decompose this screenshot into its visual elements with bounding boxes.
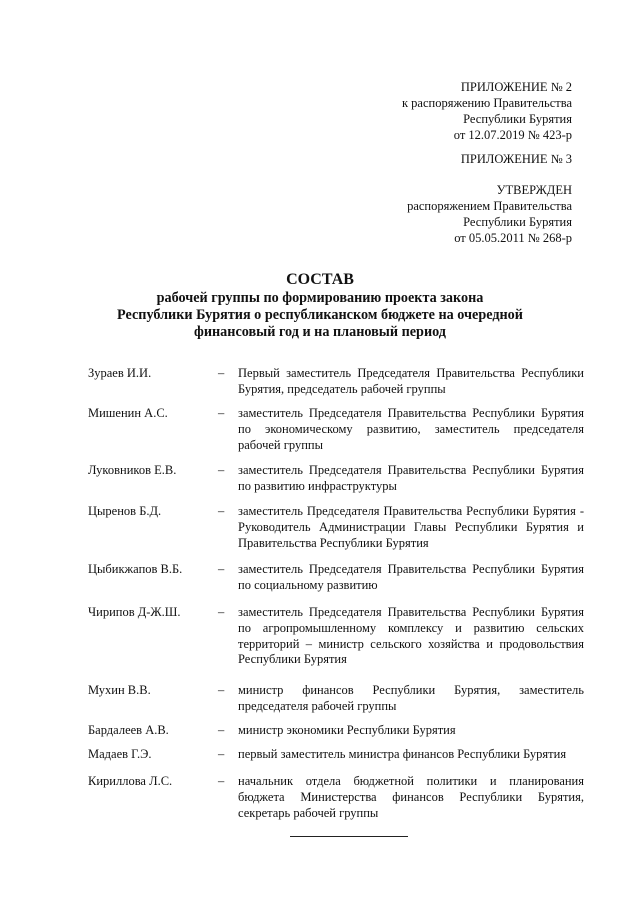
approved-title: УТВЕРЖДЕН	[496, 183, 572, 197]
appendix-3-block	[461, 151, 572, 167]
title-line-3: финансовый год и на плановый период	[194, 324, 446, 340]
member-name: Мухин В.В.	[88, 683, 151, 697]
document-title	[100, 270, 540, 341]
appendix-2-line-2: Республики Бурятия	[463, 112, 572, 126]
member-dash: –	[218, 406, 225, 420]
appendix-2-line-3: от 12.07.2019 № 423-р	[453, 128, 572, 142]
member-role: первый заместитель министра финансов Республики Бурятия	[238, 747, 567, 761]
approved-line-2: Республики Бурятия	[463, 215, 572, 229]
member-role: заместитель Председателя Правительства Республики Бурятия по социальному развитию	[238, 562, 584, 592]
member-dash: –	[218, 774, 225, 788]
approved-line-3: от 05.05.2011 № 268-р	[454, 231, 572, 245]
member-role: заместитель Председателя Правительства Республики Бурятия по экономическому развитию, заместитель председателя рабочей группы	[238, 406, 584, 452]
appendix-3-title: ПРИЛОЖЕНИЕ № 3	[460, 152, 572, 166]
member-row	[88, 406, 584, 453]
member-dash: –	[218, 562, 225, 576]
approved-block	[407, 182, 572, 246]
member-row	[88, 562, 584, 594]
member-name: Мишенин А.С.	[88, 406, 168, 420]
member-role: министр экономики Республики Бурятия	[238, 723, 456, 737]
member-name: Зураев И.И.	[88, 366, 152, 380]
member-role: министр финансов Республики Бурятия, заместитель председателя рабочей группы	[238, 683, 584, 713]
member-dash: –	[218, 683, 225, 697]
member-row	[88, 747, 584, 763]
member-row	[88, 366, 584, 398]
member-dash: –	[218, 463, 225, 477]
member-name: Чирипов Д-Ж.Ш.	[88, 605, 181, 619]
member-dash: –	[218, 605, 225, 619]
member-name: Луковников Е.В.	[88, 463, 177, 477]
approved-line-1: распоряжением Правительства	[407, 199, 572, 213]
member-row	[88, 605, 584, 668]
member-name: Бардалеев А.В.	[88, 723, 169, 737]
member-name: Мадаев Г.Э.	[88, 747, 152, 761]
appendix-2-title: ПРИЛОЖЕНИЕ № 2	[460, 80, 572, 94]
member-row	[88, 504, 584, 551]
member-role: начальник отдела бюджетной политики и планирования бюджета Министерства финансов Республики Бурятия, секретарь рабочей группы	[238, 774, 584, 820]
closing-rule	[290, 836, 408, 837]
member-name: Цыбикжапов В.Б.	[88, 562, 183, 576]
member-role: заместитель Председателя Правительства Республики Бурятия по агропромышленному комплексу и развитию сельских территорий – министр сельского хозяйства и продовольствия Республики Бурятия	[238, 605, 584, 667]
title-line-1: рабочей группы по формированию проекта закона	[156, 290, 484, 306]
member-role: заместитель Председателя Правительства Республики Бурятия по развитию инфраструктуры	[238, 463, 584, 493]
member-row	[88, 723, 584, 739]
member-row	[88, 774, 584, 821]
member-dash: –	[218, 723, 225, 737]
member-dash: –	[218, 747, 225, 761]
member-name: Цыренов Б.Д.	[88, 504, 162, 518]
member-name: Кириллова Л.С.	[88, 774, 173, 788]
member-row	[88, 463, 584, 495]
member-row	[88, 683, 584, 715]
member-dash: –	[218, 366, 225, 380]
member-dash: –	[218, 504, 225, 518]
appendix-2-block	[402, 79, 572, 143]
appendix-2-line-1: к распоряжению Правительства	[401, 96, 572, 110]
title-line-2: Республики Бурятия о республиканском бюджете на очередной	[117, 307, 523, 323]
member-role: заместитель Председателя Правительства Республики Бурятия - Руководитель Администрации Главы Республики Бурятия и Правительства Республики Бурятия	[238, 504, 584, 550]
title-main: СОСТАВ	[286, 271, 354, 288]
member-role: Первый заместитель Председателя Правительства Республики Бурятия, председатель рабочей группы	[238, 366, 584, 396]
